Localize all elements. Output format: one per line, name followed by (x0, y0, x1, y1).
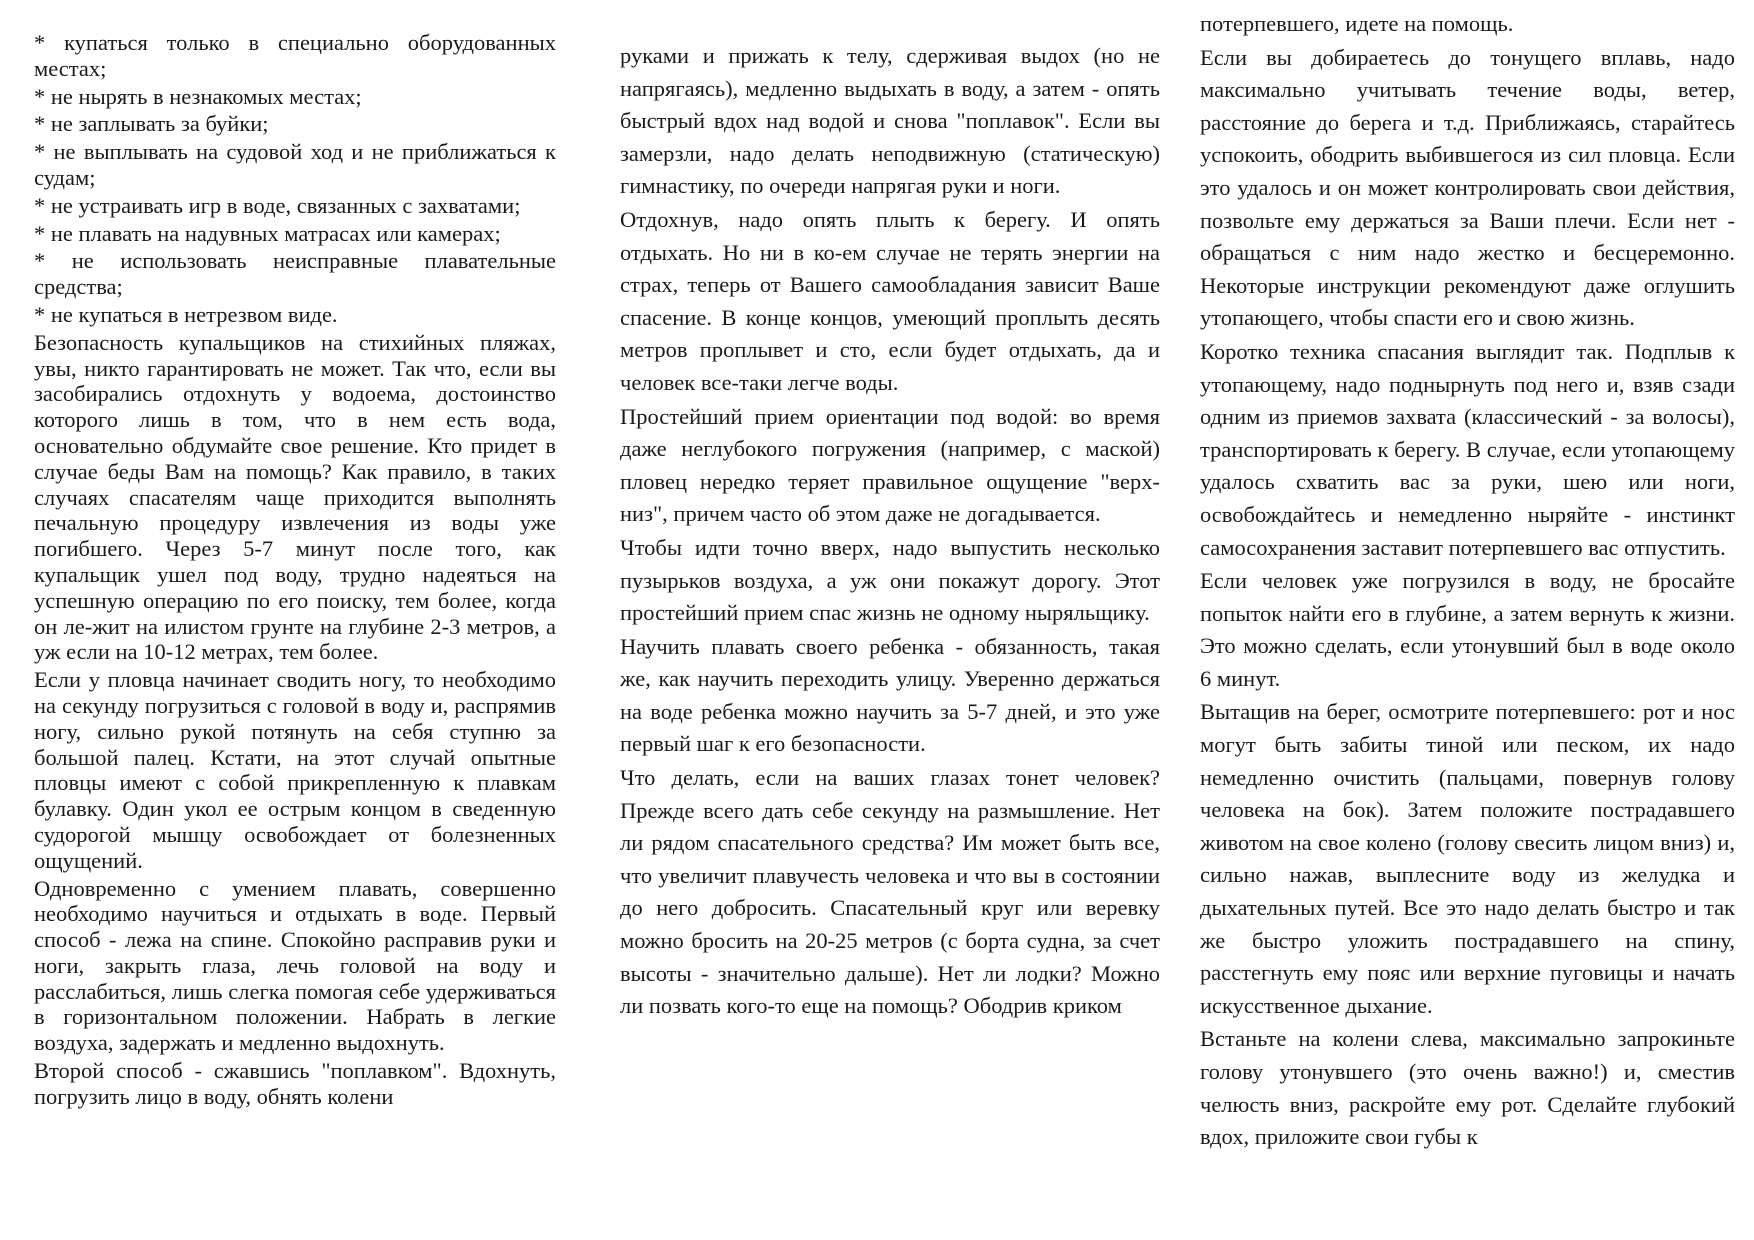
list-item: * не использовать неисправные плавательные средства; (34, 248, 556, 300)
body-paragraph: Чтобы идти точно вверх, надо выпустить несколько пузырьков воздуха, а уж они покажут дорогу. Этот простейший прием спас жизнь не одному ныряльщику. (620, 534, 1160, 626)
body-paragraph: Безопасность купальщиков на стихийных пляжах, увы, никто гарантировать не может. Так что, если вы засобирались отдохнуть у водоема, достоинство которого лишь в том, что в нем есть вода, основательно обдумайте свое решение. Кто придет в случае беды Вам на помощь? Как правило, в таких случаях спасателям чаще приходится выполнять печальную процедуру извлечения из воды уже погибшего. Через 5-7 минут после того, как купальщик ушел под воду, трудно надеяться на успешную операцию по его поиску, тем более, когда он ле-жит на илистом грунте на глубине 2-3 метров, а уж если на 10-12 метрах, тем более. (34, 329, 556, 665)
body-paragraph: Одновременно с умением плавать, совершенно необходимо научиться и отдыхать в воде. Первый способ - лежа на спине. Спокойно расправив руки и ноги, закрыть глаза, лечь головой на воду и расслабиться, лишь слегка помогая себе удерживаться в горизонтальном положении. Набрать в легкие воздуха, задержать и медленно выдохнуть. (34, 875, 556, 1056)
body-paragraph: Второй способ - сжавшись "поплавком". Вдохнуть, погрузить лицо в воду, обнять колени (34, 1058, 556, 1109)
list-item: * не плавать на надувных матрасах или камерах; (34, 220, 501, 246)
list-item: * не заплывать за буйки; (34, 111, 269, 137)
body-paragraph: Вытащив на берег, осмотрите потерпевшего: рот и нос могут быть забиты тиной или песком, их надо немедленно очистить (пальцами, повернув голову человека на бок). Затем положите пострадавшего животом на свое колено (голову свесить лицом вниз) и, сильно нажав, выплесните воду из желудка и дыхательных путей. Все это надо делать быстро и так же быстро уложить пострадавшего на спину, расстегнуть ему пояс или верхние пуговицы и начать искусственное дыхание. (1200, 699, 1735, 1018)
body-paragraph: Отдохнув, надо опять плыть к берегу. И опять отдыхать. Но ни в ко-ем случае не терять энергии на страх, теперь от Вашего самообладания зависит Ваше спасение. В конце концов, умеющий проплыть десять метров проплывет и сто, если будет отдыхать, да и человек все-таки легче воды. (620, 206, 1160, 395)
body-paragraph: потерпевшего, идете на помощь. (1200, 11, 1514, 36)
text-column-right (1200, 8, 1735, 1155)
body-paragraph: Что делать, если на ваших глазах тонет человек? Прежде всего дать себе секунду на размышление. Нет ли рядом спасательного средства? Им может быть все, что увеличит плавучесть человека и что вы в состоянии до него добросить. Спасательный круг или веревку можно бросить на 20-25 метров (с борта судна, за счет высоты - значительно дальше). Нет ли лодки? Можно ли позвать кого-то еще на помощь? Ободрив криком (620, 765, 1160, 1019)
list-item: * купаться только в специально оборудованных местах; (34, 30, 556, 81)
text-column-middle (620, 40, 1160, 1024)
body-paragraph: Встаньте на колени слева, максимально запрокиньте голову утонувшего (это очень важно!) и, сместив челюсть вниз, раскройте ему рот. Сделайте глубокий вдох, приложите свои губы к (1200, 1026, 1735, 1150)
list-item: * не устраивать игр в воде, связанных с захватами; (34, 192, 521, 218)
body-paragraph: Если вы добираетесь до тонущего вплавь, надо максимально учитывать течение воды, ветер, расстояние до берега и т.д. Приближаясь, старайтесь успокоить, ободрить выбившегося из сил пловца. Если это удалось и он может контролировать свои действия, позвольте ему держаться за Ваши плечи. Если нет - обращаться с ним надо жестко и бесцеремонно. Некоторые инструкции рекомендуют даже оглушить утопающего, чтобы спасти его и свою жизнь. (1200, 44, 1735, 331)
list-item: * не нырять в незнакомых местах; (34, 83, 362, 109)
list-item: * не выплывать на судовой ход и не приближаться к судам; (34, 139, 556, 190)
body-paragraph: руками и прижать к телу, сдерживая выдох (но не напрягаясь), медленно выдыхать в воду, а затем - опять быстрый вдох над водой и снова "поплавок". Если вы замерзли, надо делать неподвижную (статическую) гимнастику, по очереди напрягая руки и ноги. (620, 43, 1160, 199)
text-column-left (34, 30, 556, 1112)
body-paragraph: Простейший прием ориентации под водой: во время даже неглубокого погружения (например, с маской) пловец нередко теряет правильное ощущение "верх-низ", причем часто об этом даже не догадывается. (620, 403, 1160, 527)
body-paragraph: Научить плавать своего ребенка - обязанность, такая же, как научить переходить улицу. Уверенно держаться на воде ребенка можно научить за 5-7 дней, и это уже первый шаг к его безопасности. (620, 633, 1160, 757)
body-paragraph: Если человек уже погрузился в воду, не бросайте попыток найти его в глубине, а затем вернуть к жизни. Это можно сделать, если утонувший был в воде около 6 минут. (1200, 568, 1735, 691)
body-paragraph: Если у пловца начинает сводить ногу, то необходимо на секунду погрузиться с головой в воду и, распрямив ногу, сильно рукой потянуть на себя ступню за большой палец. Кстати, на этот случай опытные пловцы имеют с собой прикрепленную к плавкам булавку. Один укол ее острым концом в сведенную судорогой мышцу освобождает от болезненных ощущений. (34, 667, 556, 873)
body-paragraph: Коротко техника спасания выглядит так. Подплыв к утопающему, надо поднырнуть под него и, взяв сзади одним из приемов захвата (классический - за волосы), транспортировать к берегу. В случае, если утопающему удалось схватить вас за руки, шею или ноги, освобождайтесь и немедленно ныряйте - инстинкт самосохранения заставит потерпевшего вас отпустить. (1200, 338, 1735, 560)
list-item: * не купаться в нетрезвом виде. (34, 301, 338, 327)
